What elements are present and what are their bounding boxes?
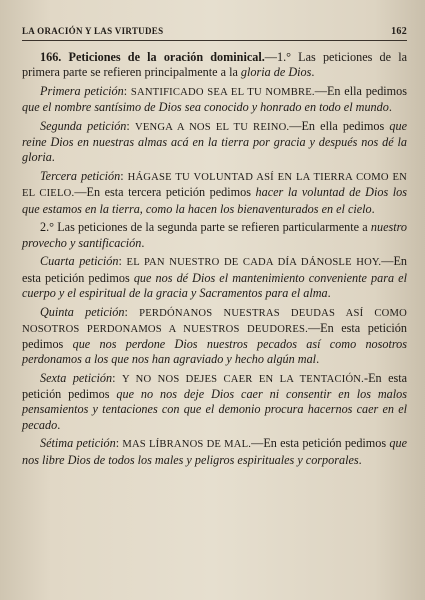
paragraph-text: —En esta petición pedimos (22, 254, 407, 285)
paragraph-text: Las peticiones de la segunda parte se refieren particularmente a (54, 220, 371, 235)
section-number: 166. (40, 50, 62, 64)
italic-text: que no nos deje Dios caer ni consentir en los malos pensamientos y tentaciones con que el demonio procura hacernos caer en el pecado (22, 387, 407, 432)
separator: : (126, 119, 135, 133)
paragraph-text: —En ella pedimos (314, 84, 407, 98)
paragraph-text: . (141, 235, 145, 250)
paragraph-text: —En esta petición pedimos (22, 320, 407, 352)
petition-label: Sétima petición (40, 436, 116, 451)
petition-prayer: EL PAN NUESTRO DE CADA DÍA DÁNOSLE HOY. (126, 257, 382, 269)
paragraph-second-petition (22, 119, 407, 166)
petition-label: Sexta petición (40, 371, 113, 386)
separator: : (124, 304, 140, 319)
paragraph-seventh-petition (22, 436, 407, 467)
paragraph-text: . (311, 65, 315, 80)
paragraph-text: . (358, 452, 362, 467)
paragraph-166 (22, 50, 407, 80)
italic-text: que reine Dios en nuestras almas acá en la tierra por gracia y después nos dé la gloria (22, 119, 408, 165)
paragraph-text: -En esta petición pedimos (22, 371, 408, 402)
page-number: 162 (391, 26, 407, 37)
italic-text: nuestro provecho y santificación (22, 220, 407, 250)
separator: : (120, 169, 128, 184)
separator: : (112, 371, 122, 386)
separator: : (115, 436, 123, 451)
petition-prayer: Y NO NOS DEJES CAER EN LA TENTACIÓN. (121, 374, 365, 386)
paragraph-text: —En ella pedimos (289, 119, 390, 133)
petition-label: Primera petición (40, 84, 124, 98)
petition-prayer: VENGA A NOS EL TU REINO. (134, 122, 290, 133)
petition-prayer: MAS LÍBRANOS DE MAL. (122, 439, 252, 451)
petition-label: Quinta petición (40, 304, 125, 319)
paragraph-second-part (22, 220, 407, 250)
paragraph-third-petition (22, 169, 407, 217)
running-title: LA ORACIÓN Y LAS VIRTUDES (22, 26, 164, 36)
paragraph-text: . (316, 352, 320, 367)
petition-prayer: PERDÓNANOS NUESTRAS DEUDAS ASÍ COMO NOSOTROS PERDONAMOS A NUESTROS DEUDORES. (22, 307, 407, 335)
page-body (22, 50, 407, 468)
petition-prayer: HÁGASE TU VOLUNTAD ASÍ EN LA TIERRA COMO EN EL CIELO. (22, 172, 407, 200)
italic-text: que nos dé Dios el mantenimiento conveniente para el cuerpo y el espiritual de la gracia y Sacramentos para el alma (22, 270, 407, 300)
paragraph-text: . (388, 100, 392, 115)
paragraph-text: . (51, 150, 55, 165)
first-part-marker: —1.° (264, 50, 291, 64)
paragraph-text: . (57, 417, 61, 432)
paragraph-text: —En esta petición pedimos (251, 436, 390, 451)
paragraph-text: Las peticiones de la primera parte se refieren principalmente a la (22, 50, 408, 80)
petition-prayer: SANTIFICADO SEA EL TU NOMBRE. (130, 87, 315, 98)
petition-label: Segunda petición (40, 119, 127, 133)
italic-text: que el nombre santísimo de Dios sea conocido y honrado en todo el mundo (22, 100, 389, 115)
paragraph-sixth-petition (22, 371, 407, 433)
paragraph-text: . (327, 285, 331, 300)
paragraph-text: . (371, 201, 375, 216)
separator: : (123, 84, 131, 98)
petition-label: Cuarta petición (40, 254, 119, 269)
italic-text: hacer la voluntad de Dios los que estamos en la tierra, como la hacen los bienaventurados en el cielo (22, 185, 407, 216)
petition-label: Tercera petición (40, 169, 121, 184)
italic-text: gloria de Dios (240, 65, 312, 80)
section-heading: Peticiones de la oración dominical. (68, 50, 265, 64)
running-header (22, 26, 407, 41)
paragraph-fifth-petition (22, 305, 407, 368)
italic-text: que nos perdone Dios nuestros pecados así como nosotros perdonamos a los que nos han agraviado y hecho algún mal (22, 337, 407, 367)
italic-text: que nos libre Dios de todos los males y peligros espirituales y corporales (22, 436, 407, 467)
paragraph-text: —En esta tercera petición pedimos (74, 185, 256, 200)
second-part-marker: 2.° (40, 220, 55, 235)
paragraph-first-petition (22, 84, 407, 115)
separator: : (118, 254, 127, 269)
paragraph-fourth-petition (22, 254, 407, 301)
